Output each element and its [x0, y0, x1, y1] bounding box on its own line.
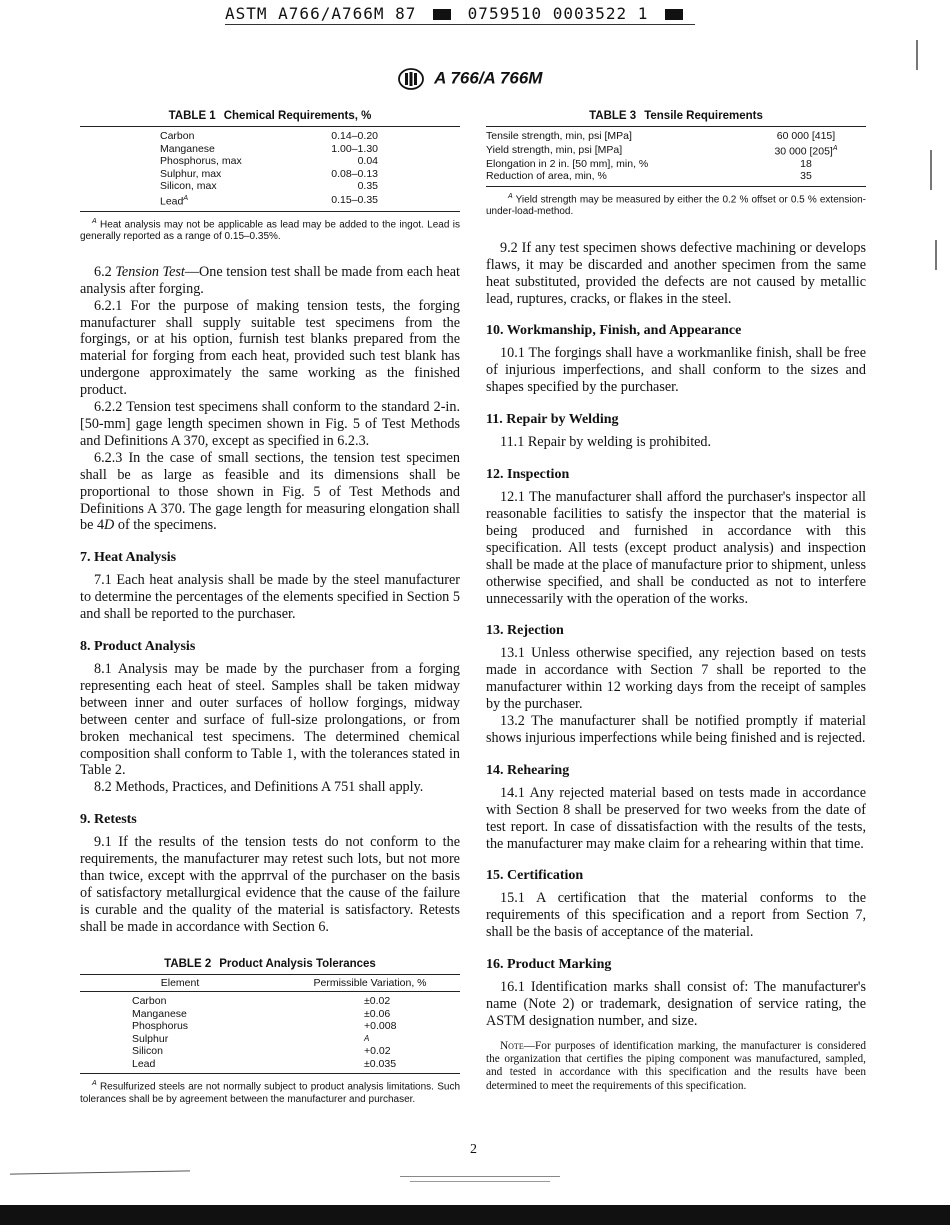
para-16-1: 16.1 Identification marks shall consist of: The manufacturer's name (Note 2) or trademark, designation of service rating, the ASTM designation number, and size. — [486, 979, 866, 1030]
table2-element: Sulphur — [132, 1032, 169, 1045]
table2-caption: Product Analysis Tolerances — [219, 957, 376, 970]
page-number: 2 — [470, 1142, 477, 1157]
heading-9: 9. Retests — [80, 812, 137, 828]
para-9-1: 9.1 If the results of the tension tests do not conform to the requirements, the manufacturer may retest such lots, but not more than twice, except with the apprrval of the purchaser on the basis of satisfactory metallurgical evidence that the cause of the failure is curable and the quality of the material is satisfactory. Retests shall be made in accordance with Section 6. — [80, 834, 460, 935]
heading-12: 12. Inspection — [486, 467, 570, 483]
table-row — [80, 130, 460, 143]
para-number: 6.2 — [94, 263, 112, 280]
scan-artifact — [410, 1181, 550, 1182]
table-header-row — [80, 977, 460, 990]
table-row — [486, 158, 866, 171]
para-13-2: 13.2 The manufacturer shall be notified promptly if material shows injurious imperfections while being finished and is rejected. — [486, 713, 866, 746]
para-title: Tension Test — [115, 263, 185, 280]
table1-top-rule — [80, 126, 460, 127]
table2-value: +0.02 — [364, 1045, 391, 1058]
table1-element: Silicon, max — [160, 180, 217, 192]
table1-element: Sulphur, max — [160, 167, 222, 180]
table3-label: TABLE 3 — [589, 110, 637, 122]
scan-artifact — [400, 1176, 560, 1177]
table-row — [80, 168, 460, 181]
table1-label: TABLE 1 — [168, 110, 216, 122]
note-2 — [486, 1040, 866, 1093]
footnote-marker: A — [183, 194, 189, 202]
table2-top-rule — [80, 974, 460, 975]
table2-element: Manganese — [132, 1007, 187, 1020]
table-row — [80, 1008, 460, 1021]
table3-property: Yield strength, min, psi [MPa] — [486, 143, 623, 156]
table3-top-rule — [486, 126, 866, 127]
table1-footnote-text: Heat analysis may not be applicable as lead may be added to the ingot. Lead is generally reported as a range of 0.15–0.35%. — [80, 218, 460, 242]
scan-artifact — [916, 40, 918, 70]
table-row — [80, 995, 460, 1008]
para-6-2-3 — [80, 450, 460, 535]
scan-border — [0, 1205, 950, 1225]
table1-element: Lead — [160, 195, 184, 207]
table2-col-element: Element — [160, 976, 200, 989]
table2-value: A — [364, 1033, 370, 1043]
table2-value: +0.008 — [364, 1020, 397, 1033]
table3-value: 18 — [800, 157, 812, 170]
para-9-2: 9.2 If any test specimen shows defective machining or develops flaws, it may be discarded and another specimen from the same heat substituted, provided the defects are not caused by metallic lead, ruptures, cracks, or flakes in the steel. — [486, 239, 866, 307]
right-column — [486, 110, 866, 1093]
table2-footnote — [80, 1078, 460, 1105]
para-8-1: 8.1 Analysis may be made by the purchaser from a forging representing each heat of steel. Samples shall be taken midway between inner and outer surfaces of hollow forgings, midway between center and surface of full-size prolongations, or from broken mechanical test specimens. The determined chemical composition shall conform to Table 1, with the tolerances stated in Table 2. — [80, 661, 460, 779]
table2-bottom-rule — [80, 1073, 460, 1074]
footnote-marker: A — [92, 217, 97, 225]
table3-property: Elongation in 2 in. [50 mm], min, % — [486, 157, 649, 170]
table1-element: Phosphorus, max — [160, 155, 242, 167]
heading-15: 15. Certification — [486, 868, 584, 884]
table3-value: 60 000 [415] — [776, 130, 836, 142]
ink-block-end — [665, 9, 683, 20]
page-header — [398, 68, 542, 90]
designation: A 766/A 766M — [434, 68, 543, 88]
note-label: Note — [500, 1039, 524, 1052]
table-row — [80, 180, 460, 193]
astm-logo-icon — [398, 68, 424, 90]
para-14-1: 14.1 Any rejected material based on tests made in accordance with Section 8 shall be preserved for two weeks from the date of test report. In case of dissatisfaction with the results of the tests, the manufacturer may make claim for a rehearing within that time. — [486, 784, 866, 852]
table2 — [80, 977, 460, 990]
table1-caption: Chemical Requirements, % — [223, 110, 372, 122]
para-text: —One tension test shall be made from each heat analysis after forging. — [80, 263, 460, 297]
para-text: 6.2.3 In the case of small sections, the tension test specimen shall be as large as feasible and its dimensions shall be proportional to those shown in Fig. 5 of Test Methods and Definitions A 370. The gage length for measuring elongation shall be 4 — [80, 449, 460, 534]
table-row — [80, 1058, 460, 1071]
table1-value: 0.04 — [357, 155, 378, 167]
scan-artifact — [10, 1170, 190, 1174]
table-row — [486, 130, 866, 143]
top-line-code: 0759510 0003522 1 — [467, 4, 649, 23]
table1-value: 0.15–0.35 — [331, 193, 378, 206]
para-7-1: 7.1 Each heat analysis shall be made by the steel manufacturer to determine the percentages of the elements specified in Section 5 and shall be reported to the purchaser. — [80, 572, 460, 623]
table1-element: Carbon — [160, 130, 195, 142]
table1-value: 0.35 — [357, 180, 378, 192]
table2-element: Silicon — [132, 1045, 163, 1058]
table3-property: Reduction of area, min, % — [486, 170, 607, 182]
table3-footnote-text: Yield strength may be measured by either the 0.2 % offset or 0.5 % extension-under-load-method. — [486, 193, 866, 217]
para-6-2-1: 6.2.1 For the purpose of making tension tests, the forging manufacturer shall supply suitable test specimens from the forgings, or at his option, furnish test blanks prepared from the material for forging from each heat, provided such test blank has undergone approximately the same working as the finished product. — [80, 297, 460, 399]
para-text: of the specimens. — [114, 517, 217, 534]
note-text: —For purposes of identification marking, the manufacturer is considered the organization that certifies the piping component was manufactured, sampled, and tested in accordance with this specification and the results have been determined to meet the requirements of this specification. — [486, 1039, 866, 1092]
para-15-1: 15.1 A certification that the material conforms to the requirements of this specification and a report from Section 7, shall be the basis of acceptance of the material. — [486, 890, 866, 941]
table1-title — [80, 110, 460, 122]
table3-title — [486, 110, 866, 122]
footnote-marker: A — [508, 192, 513, 200]
heading-10: 10. Workmanship, Finish, and Appearance — [486, 323, 742, 339]
table1-bottom-rule — [80, 211, 460, 212]
table2-label: TABLE 2 — [164, 957, 212, 970]
table-row — [80, 1020, 460, 1033]
para-6-2 — [80, 264, 460, 298]
table3-caption: Tensile Requirements — [644, 110, 763, 122]
table3-property: Tensile strength, min, psi [MPa] — [486, 130, 632, 142]
ink-block — [433, 9, 451, 20]
table2-header-rule — [80, 991, 460, 992]
table3-value: 30 000 [205] — [774, 145, 833, 157]
table2-footnote-text: Resulfurized steels are not normally subject to product analysis limitations. Such tolerances shall be by agreement between the manufacturer and purchaser. — [80, 1081, 461, 1105]
table-row — [80, 1033, 460, 1046]
table1-value: 0.14–0.20 — [331, 130, 378, 142]
table3-value: 35 — [800, 170, 812, 182]
table2-element: Phosphorus — [132, 1020, 189, 1033]
scan-artifact — [930, 150, 932, 190]
table2-value: ±0.035 — [364, 1057, 397, 1070]
table2-element: Carbon — [132, 995, 167, 1008]
para-11-1: 11.1 Repair by welding is prohibited. — [500, 434, 712, 451]
footnote-marker: A — [92, 1080, 97, 1088]
footnote-marker: A — [832, 144, 838, 152]
table2-title — [80, 958, 460, 970]
table3-bottom-rule — [486, 186, 866, 187]
table3 — [486, 130, 866, 183]
table2-value: ±0.06 — [364, 1007, 391, 1020]
table-row — [80, 143, 460, 156]
table2-col-variation: Permissible Variation, % — [313, 976, 427, 989]
top-line — [225, 4, 689, 23]
top-rule — [225, 24, 695, 25]
heading-16: 16. Product Marking — [486, 957, 612, 973]
heading-14: 14. Rehearing — [486, 762, 570, 778]
para-6-2-2: 6.2.2 Tension test specimens shall conform to the standard 2-in. [50-mm] gage length specimen shown in Fig. 5 of Test Methods and Definitions A 370, except as specified in 6.2.3. — [80, 399, 460, 449]
heading-8: 8. Product Analysis — [80, 639, 196, 655]
table2-value: ±0.02 — [364, 995, 391, 1008]
table-row — [80, 1045, 460, 1058]
scan-artifact — [935, 240, 937, 270]
top-line-designation: ASTM A766/A766M 87 — [225, 4, 417, 23]
heading-7: 7. Heat Analysis — [80, 550, 177, 566]
table2-element: Lead — [132, 1057, 156, 1070]
left-column — [80, 110, 460, 1106]
para-8-2: 8.2 Methods, Practices, and Definitions A 751 shall apply. — [94, 779, 424, 796]
para-13-1: 13.1 Unless otherwise specified, any rejection based on tests made in accordance with Section 7 shall be reported to the manufacturer within 12 working days from the receipt of samples by the purchaser. — [486, 645, 866, 713]
table2-body — [80, 995, 460, 1070]
table-row — [80, 193, 460, 208]
table3-footnote — [486, 191, 866, 218]
table-row — [486, 170, 866, 183]
heading-11: 11. Repair by Welding — [486, 412, 619, 428]
heading-13: 13. Rejection — [486, 623, 564, 639]
table1-value: 0.08–0.13 — [331, 167, 378, 180]
table1-footnote — [80, 216, 460, 243]
table1-element: Manganese — [160, 142, 215, 155]
para-12-1: 12.1 The manufacturer shall afford the purchaser's inspector all reasonable facilities to satisfy the inspector that the material is being produced and furnished in accordance with this specification. All tests (except product analysis) and inspection shall be made at the place of manufacture prior to shipment, unless otherwise specified, and shall be conducted as not to interfere unnecessarily with the operation of the works. — [486, 489, 866, 607]
table-row — [486, 143, 866, 158]
table1-value: 1.00–1.30 — [331, 142, 378, 155]
para-italic: D — [104, 517, 115, 534]
table1 — [80, 130, 460, 208]
table-row — [80, 155, 460, 168]
para-10-1: 10.1 The forgings shall have a workmanlike finish, shall be free of injurious imperfections, and shall conform to the sizes and shapes specified by the purchaser. — [486, 345, 866, 396]
